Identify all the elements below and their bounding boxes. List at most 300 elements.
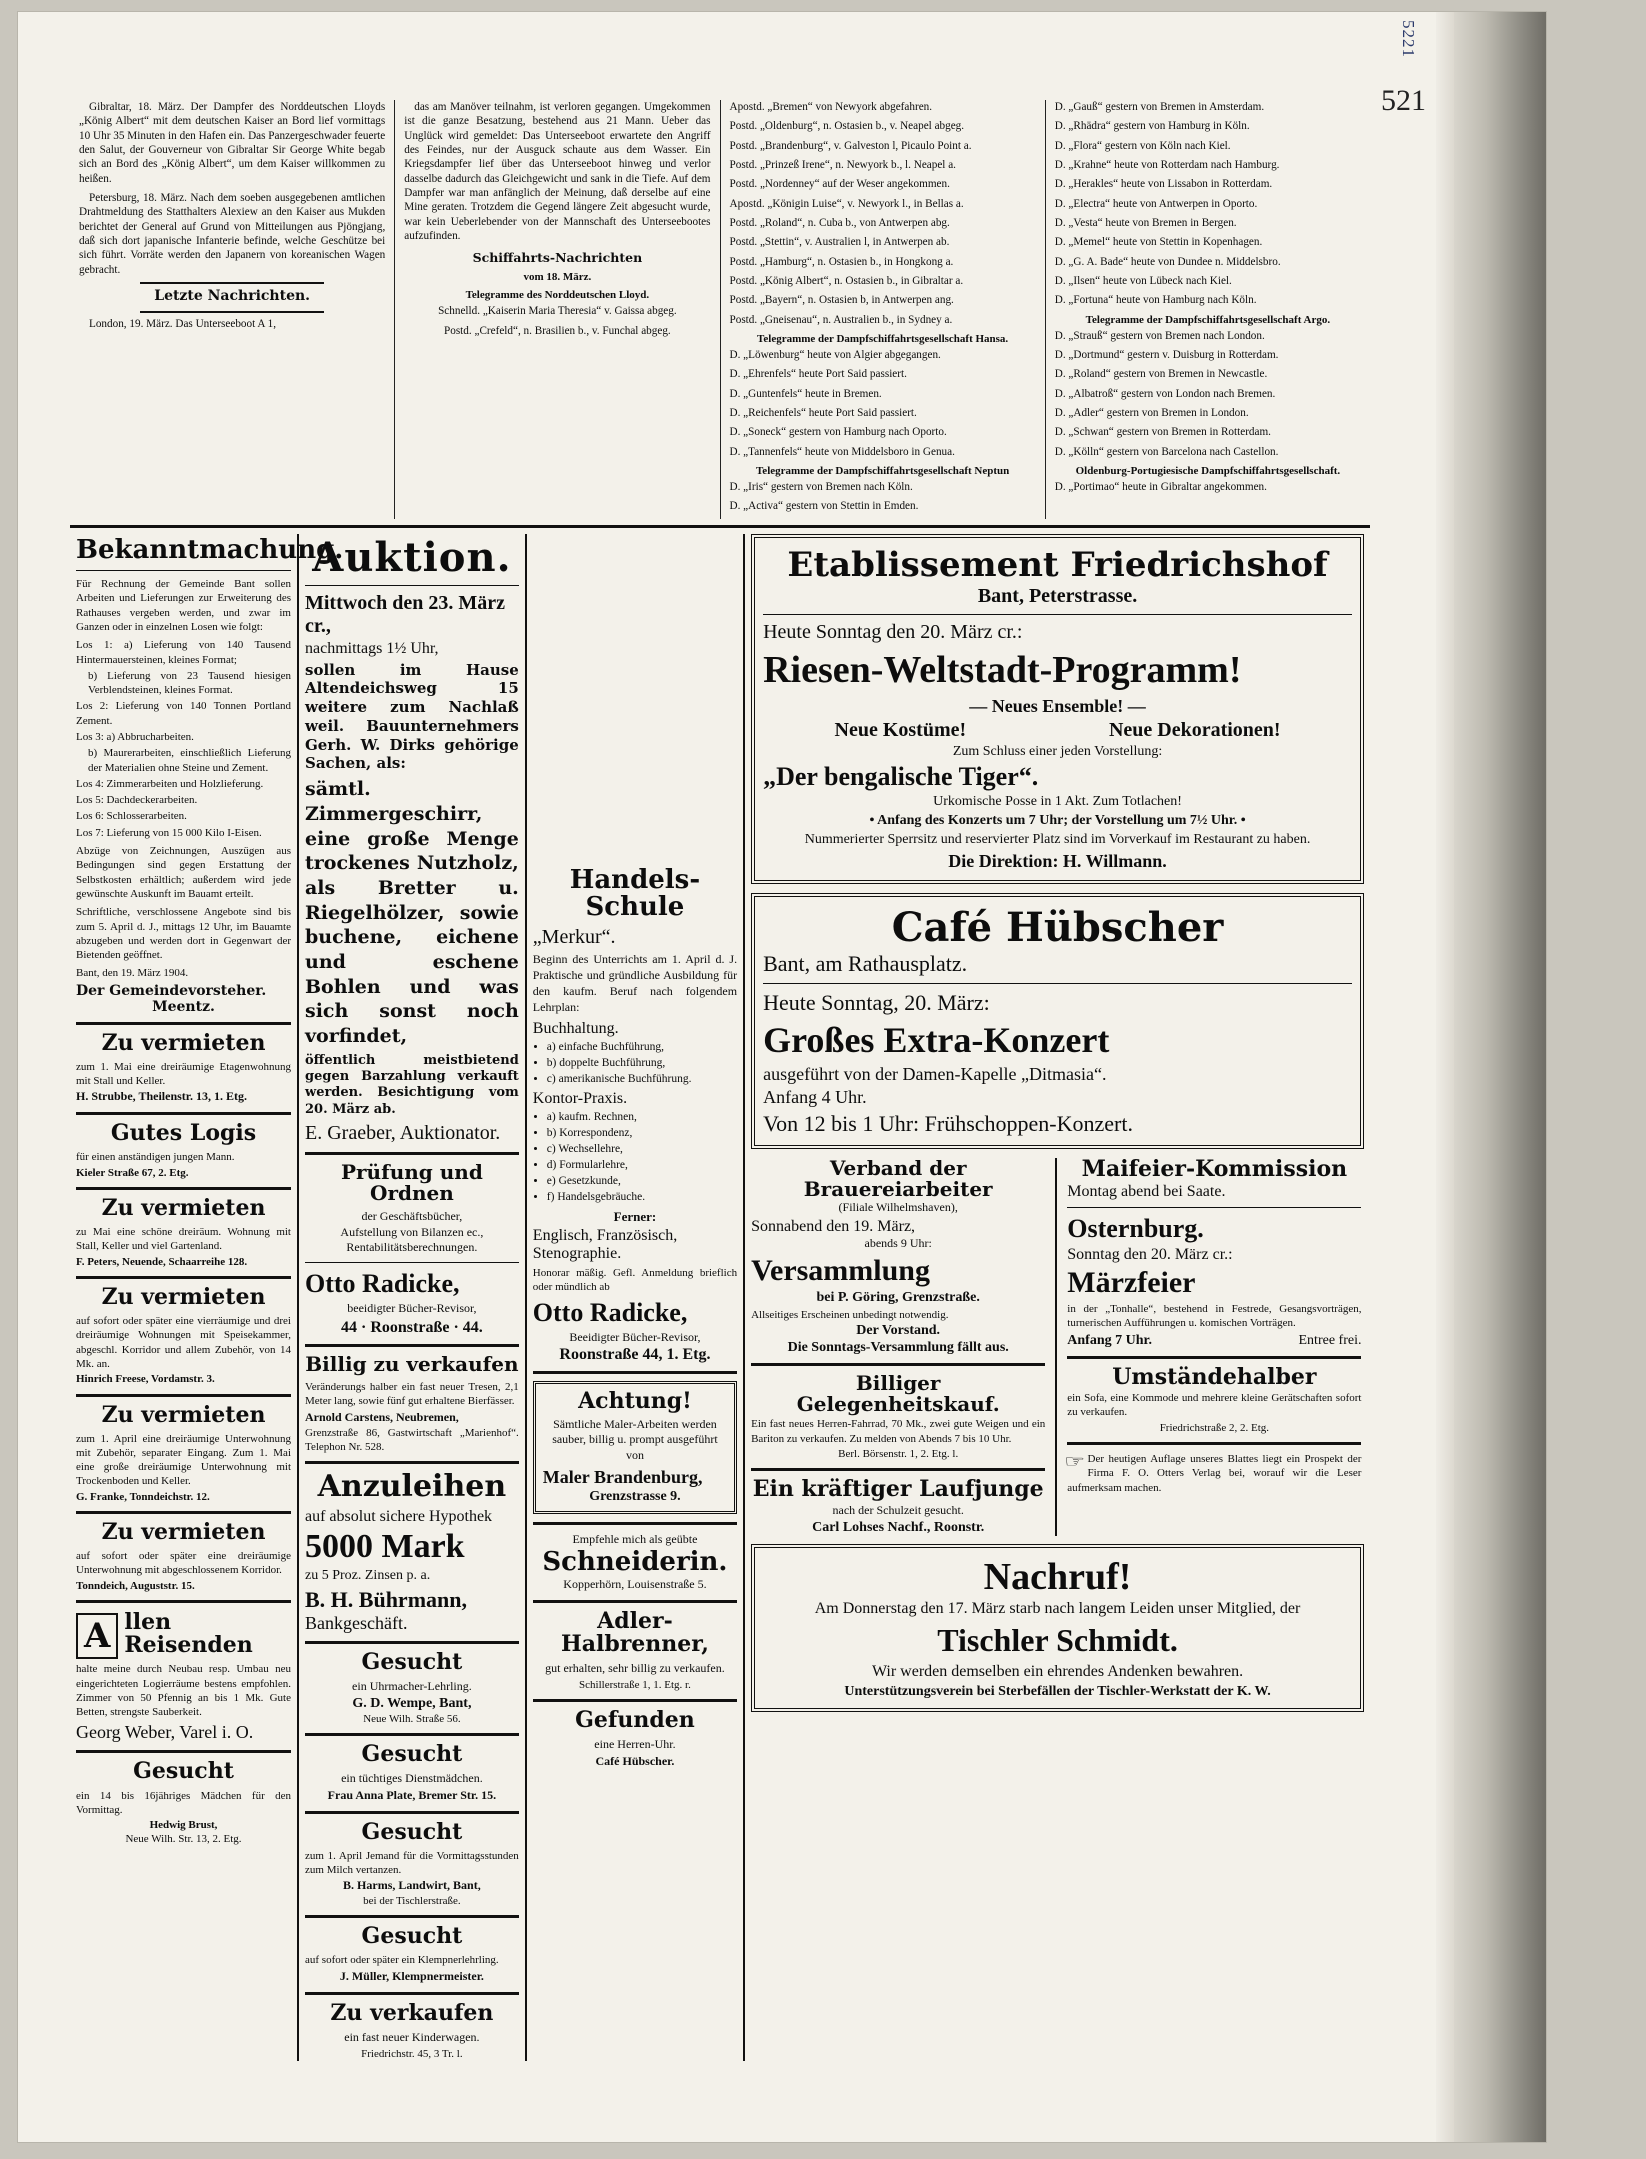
divider	[305, 1811, 519, 1814]
divider	[533, 1522, 737, 1525]
ad-amount: 5000 Mark	[305, 1527, 465, 1565]
ad-body: ein fast neuer Kinderwagen.	[344, 2029, 480, 2044]
ad-title: Etablissement Friedrichshof	[787, 544, 1328, 585]
ad-signer: E. Graeber, Auktionator.	[305, 1121, 501, 1144]
ad-item: Los 2: Lieferung von 140 Tonnen Portland Zement.	[76, 700, 291, 727]
shipping-line: Apostd. „Bremen“ von Newyork abgefahren.	[729, 101, 933, 113]
ad-address: Friedrichstr. 45, 3 Tr. l.	[361, 2047, 463, 2060]
ad-bekanntmachung[interactable]	[76, 534, 344, 1015]
ad-body: Abzüge von Zeichnungen, Auszügen aus Bedingungen sind gegen Erstattung der Selbstkosten erhältlich; außerdem wird jede gewünschte Auskunft im Bauamt erteilt.	[76, 845, 291, 900]
ad-schneiderin[interactable]	[533, 1532, 737, 1593]
list-item: • c) amerikanische Buchführung.	[547, 1072, 737, 1087]
ad-body: gut erhalten, sehr billig zu verkaufen.	[545, 1661, 725, 1676]
ad-title: Zu vermieten	[101, 1283, 266, 1310]
shipping-line: D. „Reichenfels“ heute Port Said passiert.	[729, 407, 917, 419]
divider	[751, 1363, 1045, 1366]
ad-title: Umständehalber	[1112, 1364, 1317, 1391]
shipping-line: D. „Ilsen“ heute von Lübeck nach Kiel.	[1054, 274, 1232, 287]
ad-start: Anfang 7 Uhr.	[1067, 1333, 1152, 1349]
ad-signer: J. Müller, Klempnermeister.	[339, 1968, 484, 1983]
paper-sheet	[18, 12, 1546, 2142]
ad-signer: B. Harms, Landwirt, Bant,	[343, 1878, 481, 1893]
ad-pruefung-ordnen[interactable]	[305, 1159, 519, 1337]
divider	[305, 1152, 519, 1155]
ad-sub: auf absolut sichere Hypothek	[305, 1507, 493, 1525]
folio-number: 521	[1381, 84, 1426, 117]
ad-address: Grenzstrasse 9.	[589, 1489, 681, 1505]
divider	[305, 1461, 519, 1464]
ad-title: Zu verkaufen	[330, 1999, 494, 2026]
ad-body: nach der Schulzeit gesucht.	[832, 1503, 964, 1518]
ad-line: Am Donnerstag den 17. März starb nach langem Leiden unser Mitglied, der	[814, 1600, 1301, 1618]
ad-cafe-huebscher[interactable]	[751, 893, 1364, 1149]
shipping-line: Postd. „Bayern“, n. Ostasien b, in Antwerpen ang.	[729, 294, 954, 307]
ad-title: Handels-Schule	[569, 864, 701, 923]
ad-title: Billiger Gelegenheitskauf.	[796, 1371, 1000, 1417]
ad-times: • Anfang des Konzerts um 7 Uhr; der Vorstellung um 7½ Uhr. •	[869, 813, 1246, 829]
ad-signer: Unterstützungsverein bei Sterbefällen der Tischler-Werkstatt der K. W.	[844, 1684, 1271, 1700]
ad-address: Neue Wilh. Straße 56.	[363, 1712, 461, 1725]
ad-address: bei der Tischlerstraße.	[363, 1895, 461, 1908]
ad-body: Sämtliche Maler-Arbeiten werden sauber, billig u. prompt ausgeführt von	[552, 1416, 718, 1463]
divider	[305, 1641, 519, 1644]
ad-gefunden-uhr[interactable]	[533, 1709, 737, 1770]
ad-list-kontorpraxis	[547, 1110, 737, 1205]
shipping-line: D. „Rhädra“ gestern von Hamburg in Köln.	[1054, 120, 1250, 133]
ad-title: llen Reisenden	[124, 1609, 253, 1659]
list-item: • a) kaufm. Rechnen,	[547, 1110, 737, 1125]
ad-note: Allseitiges Erscheinen unbedingt notwendig.	[751, 1309, 949, 1322]
ad-performer: ausgeführt von der Damen-Kapelle „Ditmasia“.	[763, 1064, 1107, 1085]
ad-gesucht-maedchen[interactable]	[76, 1760, 291, 1846]
ad-extra: Von 12 bis 1 Uhr: Frühschoppen-Konzert.	[763, 1111, 1133, 1137]
divider	[76, 1187, 291, 1190]
shipping-line: D. „Soneck“ gestern von Hamburg nach Oporto.	[729, 426, 947, 439]
ad-sub: Bant, am Rathausplatz.	[763, 951, 968, 977]
ad-fee: Honorar mäßig. Gefl. Anmeldung brieflich oder mündlich ab	[532, 1267, 738, 1294]
ad-umstaendehalber[interactable]	[1067, 1366, 1361, 1435]
news-column-2	[395, 100, 720, 519]
news-column-4	[1046, 100, 1370, 519]
ad-body: ein Uhrmacher-Lehrling.	[352, 1678, 472, 1693]
ad-title: Anzuleihen	[317, 1469, 507, 1505]
ad-body: Beginn des Unterrichts am 1. April d. J. Praktische und gründliche Ausbildung für den kaufm. Beruf nach folgendem Lehrplan:	[532, 952, 738, 1014]
shipping-line: D. „Gauß“ gestern von Bremen in Amsterdam.	[1054, 101, 1265, 113]
ad-body: Für Rechnung der Gemeinde Bant sollen Arbeiten und Lieferungen zur Erweiterung des Rathauses vergeben werden, und zwar im Ganzen oder in einzelnen Losen wie folgt:	[76, 578, 291, 633]
ad-body: halte meine durch Neubau resp. Umbau neu eingerichteten Logierräume bestens empfohlen. Zimmer von 50 Pfennig an bis 1 Mk. Gute Betten, strengste Sauberkeit.	[76, 1663, 291, 1719]
ad-title: Nachruf!	[983, 1556, 1132, 1599]
news-column-1	[70, 100, 395, 519]
ad-headline: Großes Extra-Konzert	[763, 1020, 1110, 1061]
ad-name: Maler Brandenburg,	[542, 1467, 703, 1488]
ad-title: Adler-Halbrenner,	[560, 1608, 709, 1658]
ad-signer: Arnold Carstens, Neubremen,	[305, 1409, 459, 1424]
ad-place: Osternburg.	[1067, 1213, 1204, 1243]
ad-body: in der „Tonhalle“, bestehend in Festrede, Gesangsvorträgen, turnerischen Aufführungen u. komischen Vorträgen.	[1067, 1302, 1362, 1329]
ad-goods: sämtl. Zimmergeschirr, eine große Menge trockenes Nutzholz, als Bretter u. Riegelhölzer, sowie buchene, eichene und eschene Bohlen und was sich sonst noch vorfindet,	[305, 778, 519, 1048]
ad-section-heading: Buchhaltung.	[532, 1019, 619, 1037]
ad-signer: Der Vorstand.	[856, 1323, 941, 1339]
shipping-line: D. „Memel“ heute von Stettin in Kopenhagen.	[1054, 236, 1263, 249]
ad-line-row	[763, 719, 1352, 742]
shipping-line: D. „Kölln“ gestern von Barcelona nach Castellon.	[1054, 445, 1279, 458]
divider	[763, 983, 1352, 984]
ad-signer: Die Direktion: H. Willmann.	[948, 851, 1167, 872]
list-item: • f) Handelsgebräuche.	[547, 1190, 737, 1205]
divider	[763, 614, 1352, 615]
shipping-line: D. „Iris“ gestern von Bremen nach Köln.	[729, 481, 913, 494]
ad-terms: zu 5 Proz. Zinsen p. a.	[305, 1567, 431, 1583]
ad-headline: Riesen-Weltstadt-Programm!	[763, 649, 1242, 692]
shipping-line: D. „Dortmund“ gestern v. Duisburg in Rotterdam.	[1054, 349, 1279, 362]
ad-address: 44 · Roonstraße · 44.	[341, 1319, 483, 1337]
divider	[76, 1511, 291, 1514]
ad-section-heading: Kontor-Praxis.	[532, 1090, 628, 1108]
ad-anzuleihen[interactable]	[305, 1471, 519, 1634]
divider	[305, 1915, 519, 1918]
ad-address: Roonstraße 44, 1. Etg.	[559, 1346, 711, 1364]
neptun-telegrams-heading: Telegramme der Dampfschiffahrtsgesellschaft Neptun	[755, 464, 1010, 477]
divider	[1067, 1207, 1361, 1208]
shipping-line: D. „Portimao“ heute in Gibraltar angekommen.	[1054, 481, 1267, 494]
ad-body: auf sofort oder später eine dreiräumige Unterwohnung mit abgeschlossenem Korridor.	[76, 1550, 291, 1577]
ad-title: Gutes Logis	[110, 1120, 257, 1147]
shipping-line: D. „Strauß“ gestern von Bremen nach London.	[1054, 329, 1265, 342]
ad-column-4	[745, 534, 1370, 2061]
shipping-line: D. „Schwan“ gestern von Bremen in Rotterdam.	[1054, 426, 1271, 439]
archive-stamp: 5221	[1399, 20, 1418, 58]
ad-signer: Kieler Straße 67, 2. Etg.	[76, 1166, 189, 1179]
ad-laufjunge[interactable]	[751, 1478, 1045, 1536]
shipping-line: D. „Löwenburg“ heute von Algier abgegangen.	[729, 349, 941, 362]
shipping-news-date: vom 18. März.	[523, 271, 592, 284]
ad-auktion[interactable]	[305, 533, 519, 1145]
news-item: Postd. „Crefeld“, n. Brasilien b., v. Funchal abgeg.	[444, 324, 671, 337]
ad-body: für einen anständigen jungen Mann.	[76, 1151, 235, 1164]
shipping-news-heading: Schiffahrts-Nachrichten	[472, 250, 643, 266]
divider	[1067, 1442, 1361, 1445]
ad-item: Los 3: a) Abbrucharbeiten.	[76, 730, 194, 743]
ad-sub: der Geschäftsbücher,	[361, 1208, 463, 1223]
ad-time: abends 9 Uhr:	[864, 1236, 932, 1251]
ad-item: Los 1: a) Lieferung von 140 Tausend Hintermauersteinen, kleines Format;	[76, 639, 291, 666]
ad-title: Zu vermieten	[101, 1401, 266, 1428]
shipping-line: D. „Electra“ heute von Antwerpen in Oporto.	[1054, 197, 1258, 210]
list-item: • c) Wechsellehre,	[547, 1142, 737, 1157]
divider	[76, 1112, 291, 1115]
ad-sub: (Filiale Wilhelmshaven),	[838, 1200, 958, 1215]
ad-signer: Hedwig Brust,	[149, 1819, 218, 1832]
list-item: • e) Gesetzkunde,	[547, 1174, 737, 1189]
ad-line: — Neues Ensemble! —	[969, 696, 1146, 717]
drop-cap: A	[76, 1613, 118, 1659]
list-item: • a) einfache Buchführung,	[547, 1040, 737, 1055]
ad-brauereiarbeiter[interactable]	[751, 1158, 1045, 1356]
ad-item: b) Lieferung von 23 Tausend hiesigen Verblendsteinen, kleines Format.	[88, 669, 291, 697]
ad-nachruf[interactable]	[751, 1544, 1364, 1712]
ad-date: Sonntag den 20. März cr.:	[1067, 1245, 1233, 1263]
ad-title: Zu vermieten	[101, 1519, 266, 1546]
ad-title: Maifeier-Kommission	[1081, 1156, 1348, 1183]
ad-body: zum 1. April Jemand für die Vormittagsstunden zum Milch vertanzen.	[305, 1849, 519, 1876]
ad-vermieten-2[interactable]	[76, 1194, 291, 1269]
ad-body: Der heutigen Auflage unseres Blattes liegt ein Prospekt der Firma F. O. Otters Verlag bei, worauf wir die Leser aufmerksam machen.	[1067, 1453, 1362, 1494]
ad-gutes-logis[interactable]	[76, 1122, 291, 1180]
ad-row-lower	[751, 1158, 1364, 1536]
shipping-line: Postd. „Nordenney“ auf der Weser angekommen.	[729, 178, 950, 191]
ad-vermieten-1[interactable]	[76, 1029, 291, 1106]
ad-title: Gesucht	[361, 1818, 463, 1845]
oldenburg-telegrams-heading: Oldenburg-Portugiesische Dampfschiffahrtsgesellschaft.	[1075, 464, 1341, 477]
ad-title: Billig zu verkaufen	[305, 1352, 519, 1377]
ad-name: Tischler Schmidt.	[937, 1622, 1178, 1659]
shipping-line: D. „Ehrenfels“ heute Port Said passiert.	[729, 368, 907, 381]
shipping-line: D. „Guntenfels“ heute in Bremen.	[729, 387, 882, 400]
news-item: Petersburg, 18. März. Nach dem soeben ausgegebenen amtlichen Drahtmeldung des Statthalters Alexiew an den Kaiser aus Mukden berichtet der General auf Grund von Mitteilungen aus Pjöngjang, daß sich dort japanische Infanterie befinde, welche Geschütze bei sich führt. Vorräte werden den Japanern von koreanischen Wagen gebracht.	[79, 191, 386, 276]
ad-line: Urkomische Posse in 1 Akt. Zum Totlachen!	[933, 794, 1182, 810]
ad-address: Neue Wilh. Str. 13, 2. Etg.	[125, 1833, 242, 1846]
ad-line: Zum Schluss einer jeden Vorstellung:	[952, 744, 1163, 760]
ad-body: ein Sofa, eine Kommode und mehrere kleine Gerätschaften sofort zu verkaufen.	[1067, 1392, 1362, 1419]
ad-title: Gefunden	[575, 1707, 695, 1734]
divider	[533, 1600, 737, 1603]
argo-telegrams-heading: Telegramme der Dampfschiffahrtsgesellschaft Argo.	[1085, 313, 1331, 326]
ad-signer: F. Peters, Neuende, Schaarreihe 128.	[76, 1255, 248, 1268]
divider	[140, 311, 324, 313]
ad-sub: Aufstellung von Bilanzen ec.,	[340, 1224, 484, 1239]
ad-friedrichshof[interactable]	[751, 534, 1364, 885]
ad-title: Gesucht	[361, 1923, 463, 1950]
news-item: Schnelld. „Kaiserin Maria Theresia“ v. Gaissa abgeg.	[438, 305, 677, 318]
ad-signer: Frau Anna Plate, Bremer Str. 15.	[327, 1787, 497, 1802]
shipping-line: D. „Fortuna“ heute von Hamburg nach Köln.	[1054, 294, 1257, 307]
ad-maler-achtung[interactable]	[533, 1381, 737, 1514]
divider	[76, 1276, 291, 1279]
ad-list-buchhaltung	[547, 1040, 737, 1087]
shipping-line: Postd. „Prinzeß Irene“, n. Newyork b., l. Neapel a.	[729, 158, 956, 171]
ad-signer: Hinrich Freese, Vordamstr. 3.	[76, 1373, 215, 1386]
ad-signer: G. Franke, Tonndeichstr. 12.	[76, 1490, 210, 1503]
shipping-line: Postd. „Roland“, n. Cuba b., von Antwerpen abg.	[729, 216, 950, 229]
ad-name: Otto Radicke,	[305, 1269, 460, 1299]
shipping-line: D. „Adler“ gestern von Bremen in London.	[1054, 407, 1249, 419]
ad-date: Sonnabend den 19. März,	[751, 1218, 916, 1236]
ad-signer: Tonndeich, Auguststr. 15.	[76, 1579, 195, 1592]
hansa-telegrams-heading: Telegramme der Dampfschiffahrtsgesellschaft Hansa.	[757, 332, 1009, 345]
ad-title: Achtung!	[578, 1388, 692, 1415]
ad-terms: öffentlich meistbietend gegen Barzahlung verkauft werden. Besichtigung vom 20. März ab.	[305, 1052, 519, 1117]
ad-date: Heute Sonntag den 20. März cr.:	[763, 621, 1023, 644]
shipping-line: D. „G. A. Bade“ heute von Dundee n. Middelsbro.	[1054, 255, 1281, 268]
ad-address: Friedrichstraße 2, 2. Etg.	[1159, 1421, 1270, 1434]
ad-line: Nummerierter Sperrsitz und reservierter Platz sind im Vorverkauf im Restaurant zu haben.	[804, 832, 1311, 848]
ad-body: eine Herren-Uhr.	[594, 1737, 676, 1752]
divider	[76, 1600, 291, 1603]
ad-vermieten-3[interactable]	[76, 1283, 291, 1387]
ad-role: beeidigter Bücher-Revisor,	[347, 1301, 477, 1316]
news-subheading: Letzte Nachrichten.	[154, 287, 311, 304]
shipping-line: Postd. „Gneisenau“, n. Australien b., in Sydney a.	[729, 313, 953, 326]
divider	[76, 1750, 291, 1753]
divider	[305, 585, 519, 586]
divider	[305, 1262, 519, 1263]
ad-signer: Der Gemeindevorsteher.	[76, 982, 267, 999]
ad-name: Otto Radicke,	[532, 1297, 688, 1327]
ad-allen-reisenden[interactable]	[76, 1611, 291, 1743]
ad-uhrmacher-lehrling[interactable]	[305, 1648, 519, 1726]
ad-column-1	[70, 534, 344, 2061]
ad-item: Los 5: Dachdeckerarbeiten.	[76, 794, 198, 807]
ad-address: Kopperhörn, Louisenstraße 5.	[563, 1577, 707, 1592]
ad-title: Bekanntmachung.	[76, 534, 344, 565]
ad-title: Café Hübscher	[891, 904, 1224, 952]
ad-start: Anfang 4 Uhr.	[763, 1087, 867, 1108]
shipping-line: Postd. „König Albert“, n. Ostasien b., in Gibraltar a.	[729, 274, 964, 287]
ad-title: Ein kräftiger Laufjunge	[752, 1476, 1044, 1503]
ad-kinderwagen[interactable]	[305, 1999, 519, 2061]
news-item: Gibraltar, 18. März. Der Dampfer des Norddeutschen Lloyds „König Albert“ mit dem deutschen Kaiser an Bord lief vormittags 10 Uhr 35 Minuten in den Hafen ein. Das Panzergeschwader feuerte den Salut, der Gouverneur von Gibraltar Sir George White begab sich an Bord des „König Albert“, um dem Kaiser willkommen zu heißen.	[79, 101, 386, 185]
spacer-auktion-overlap	[533, 534, 737, 864]
ad-title: Prüfung und Ordnen	[340, 1159, 483, 1205]
ad-languages: Englisch, Französisch, Stenographie.	[532, 1227, 678, 1263]
ad-vermieten-5[interactable]	[76, 1521, 291, 1593]
divider	[305, 1344, 519, 1347]
ad-body: sollen im Hause Altendeichsweg 15 weitere zum Nachlaß weil. Bauunternehmers Gerh. W. Dirks gehörige Sachen, als:	[305, 660, 519, 773]
ad-line: Montag abend bei Saate.	[1067, 1182, 1226, 1200]
ad-pre: Empfehle mich als geübte	[572, 1532, 698, 1547]
news-item: London, 19. März. Das Unterseeboot A 1,	[89, 317, 277, 330]
ad-subcol-left	[751, 1158, 1045, 1536]
shipping-line: D. „Albatroß“ gestern von London nach Bremen.	[1054, 387, 1276, 400]
ad-title: Zu vermieten	[101, 1029, 266, 1056]
ad-date: Mittwoch den 23. März cr.,	[305, 591, 505, 637]
ad-item: Los 7: Lieferung von 15 000 Kilo I-Eisen.	[76, 826, 262, 839]
shipping-line: Postd. „Brandenburg“, v. Galveston l, Picaulo Point a.	[729, 139, 972, 152]
ad-column-3	[527, 534, 745, 2061]
lloyd-telegrams-heading: Telegramme des Norddeutschen Lloyd.	[465, 289, 650, 302]
ad-body: ein tüchtiges Dienstmädchen.	[341, 1770, 483, 1785]
ad-title: Auktion.	[312, 533, 512, 581]
ad-vermieten-4[interactable]	[76, 1401, 291, 1505]
shipping-line: D. „Flora“ gestern von Köln nach Kiel.	[1054, 139, 1231, 152]
ad-headline: Märzfeier	[1067, 1265, 1196, 1299]
ad-footer-row	[1067, 1333, 1361, 1349]
advertisements	[70, 534, 1370, 2061]
ad-gelegenheitskauf[interactable]	[751, 1373, 1045, 1461]
ad-klempnerlehrling[interactable]	[305, 1925, 519, 1984]
ad-handelsschule[interactable]	[532, 864, 738, 1365]
divider	[305, 1733, 519, 1736]
ad-body: ein 14 bis 16jähriges Mädchen für den Vormittag.	[76, 1789, 291, 1816]
divider	[533, 1371, 737, 1374]
ad-signer: Georg Weber, Varel i. O.	[76, 1722, 254, 1743]
ad-sub: Rentabilitätsberechnungen.	[346, 1240, 478, 1255]
ad-body: auf sofort oder später ein Klempnerlehrling.	[305, 1954, 499, 1967]
ad-billig-verkaufen[interactable]	[305, 1354, 519, 1454]
ad-body: auf sofort oder später eine vierräumige und drei dreiräumige Wohnungen mit Speisekammer, abgeschl. Korridor und allem Zubehör, von 14 Mk. an.	[76, 1315, 291, 1370]
divider	[76, 570, 291, 571]
ad-milchverkauf[interactable]	[305, 1818, 519, 1909]
ad-body: zu Mai eine schöne dreiräum. Wohnung mit Stall, Keller und viel Gartenland.	[76, 1226, 291, 1253]
ad-title: Schneiderin.	[542, 1546, 728, 1577]
ad-line: Neue Dekorationen!	[1108, 719, 1281, 742]
ad-title: Gesucht	[361, 1648, 463, 1675]
ad-signer: Café Hübscher.	[595, 1754, 675, 1769]
ad-item: Los 4: Zimmerarbeiten und Holzlieferung.	[76, 777, 264, 790]
ad-address: Grenzstraße 86, Gastwirtschaft „Marienhof“. Telephon Nr. 528.	[305, 1426, 519, 1453]
ad-feature: „Der bengalische Tiger“.	[763, 762, 1039, 792]
shipping-line: Apostd. „Königin Luise“, v. Newyork l., in Bellas a.	[729, 197, 964, 210]
divider	[751, 1468, 1045, 1471]
shipping-line: D. „Krahne“ heute von Rotterdam nach Hamburg.	[1054, 158, 1280, 171]
ad-note-2: Die Sonntags-Versammlung fällt aus.	[787, 1340, 1009, 1356]
ad-body: zum 1. April eine dreiräumige Unterwohnung mit Zubehör, separater Eingang. Zum 1. Mai eine große dreiräumige Unterwohnung mit Trockenboden und Keller.	[76, 1432, 291, 1488]
ad-prospekt-beilage[interactable]	[1064, 1452, 1362, 1495]
ad-column-2	[299, 534, 527, 2061]
ad-subcol-right	[1055, 1158, 1361, 1536]
ad-role: Beeidigter Bücher-Revisor,	[569, 1329, 701, 1344]
shipping-line: D. „Herakles“ heute von Lissabon in Rotterdam.	[1054, 178, 1273, 191]
ad-title: Verband der Brauereiarbeiter	[803, 1156, 993, 1202]
divider	[1067, 1356, 1361, 1359]
shipping-line: D. „Tannenfels“ heute von Middelsboro in Genua.	[729, 445, 955, 458]
ad-place: Bant, den 19. März 1904.	[76, 967, 189, 980]
ad-section-heading: Ferner:	[613, 1209, 657, 1225]
shipping-line: Postd. „Stettin“, v. Australien l, in Antwerpen ab.	[729, 236, 950, 249]
ad-signer-name: Meentz.	[152, 998, 215, 1015]
ad-sub: Bant, Peterstrasse.	[977, 585, 1138, 608]
divider	[76, 1394, 291, 1397]
page-binding	[1454, 12, 1546, 2142]
shipping-line: D. „Activa“ gestern von Stettin in Emden.	[729, 500, 919, 513]
page-gutter	[1436, 12, 1454, 2142]
ad-headline: Versammlung	[751, 1254, 930, 1288]
ad-sub: „Merkur“.	[532, 926, 616, 949]
page-content	[70, 100, 1370, 2060]
ad-maifeier[interactable]	[1067, 1158, 1361, 1349]
ad-address: Schillerstraße 1, 1. Etg. r.	[579, 1679, 691, 1692]
divider	[140, 282, 324, 284]
shipping-line: Postd. „Hamburg“, n. Ostasien b., in Hongkong a.	[729, 255, 954, 268]
list-item: • d) Formularlehre,	[547, 1158, 737, 1173]
ad-item: Los 6: Schlosserarbeiten.	[76, 810, 187, 823]
ad-signer: Carl Lohses Nachf., Roonstr.	[812, 1520, 985, 1536]
divider	[533, 1699, 737, 1702]
ad-signer: H. Strubbe, Theilenstr. 13, 1. Etg.	[76, 1089, 248, 1104]
ad-title: Gesucht	[361, 1740, 463, 1767]
ad-entry: Entree frei.	[1298, 1333, 1362, 1349]
shipping-line: D. „Roland“ gestern von Bremen in Newcastle.	[1054, 368, 1268, 381]
ad-item: b) Maurerarbeiten, einschließlich Lieferung der Materialien ohne Steine und Zement.	[88, 747, 291, 774]
ad-dienstmaedchen[interactable]	[305, 1740, 519, 1804]
ad-location: bei P. Göring, Grenzstraße.	[816, 1290, 980, 1306]
ad-body: Schriftliche, verschlossene Angebote sind bis zum 5. April d. J., mittags 12 Uhr, im Bauamte abzugeben und werden dort in Gegenwart der Bietenden geöffnet.	[76, 906, 291, 962]
list-item: • b) doppelte Buchführung,	[547, 1056, 737, 1071]
shipping-line: Postd. „Oldenburg“, n. Ostasien b., v. Neapel abgeg.	[729, 120, 965, 133]
ad-line: Wir werden demselben ein ehrendes Andenken bewahren.	[871, 1663, 1244, 1681]
divider	[305, 1992, 519, 1995]
shipping-line: D. „Vesta“ heute von Bremen in Bergen.	[1054, 216, 1237, 229]
news-column-3	[721, 100, 1046, 519]
ad-auktion-continuation	[533, 534, 737, 864]
ad-date: Heute Sonntag, 20. März:	[763, 990, 990, 1016]
ad-role: Bankgeschäft.	[305, 1612, 408, 1633]
ad-time: nachmittags 1½ Uhr,	[305, 639, 439, 657]
ad-signer: G. D. Wempe, Bant,	[352, 1695, 472, 1711]
ad-body: Veränderungs halber ein fast neuer Tresen, 2,1 Meter lang, sowie fünf gut erhaltene Bierfässer.	[305, 1381, 519, 1408]
ad-body: zum 1. Mai eine dreiräumige Etagenwohnung mit Stall und Keller.	[76, 1060, 291, 1088]
ad-adler-halbrenner[interactable]	[533, 1610, 737, 1692]
